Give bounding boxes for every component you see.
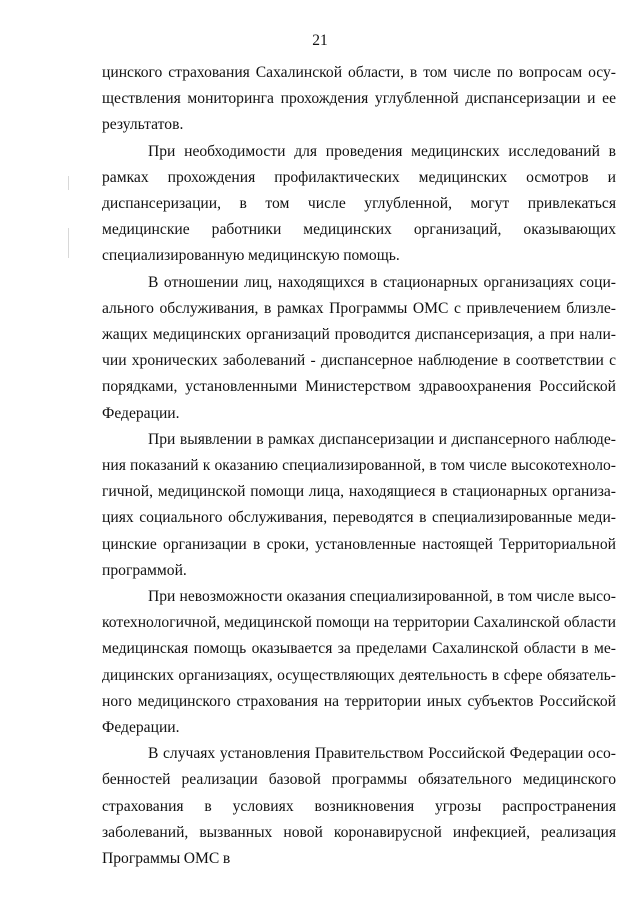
paragraph: При выявлении в рамках диспансеризации и диспансерного наблюдения показаний к оказанию специализированной, в том числе высокотехнологичной, медицинской помощи лица, находящиеся в стационарных организациях социального обслуживания, переводятся в специализированные медицинские организации в сроки, установленные настоящей Территориальной программой. (102, 430, 616, 579)
scan-margin-mark (68, 176, 69, 190)
paragraph: В отношении лиц, находящихся в стационарных организациях социального обслуживания, в рамках Программы ОМС с привлечением близлежащих медицинских организаций проводится диспансеризация, а при наличии хронических заболеваний - диспансерное наблюдение в соответствии с порядками, установленными Министерством здравоохранения Российской Федерации. (102, 273, 616, 422)
paragraph: В случаях установления Правительством Российской Федерации особенностей реализации базовой программы обязательного медицинского страхования в условиях возникновения угрозы распространения заболеваний, вызванных новой коронавирусной инфекцией, реализация Программы ОМС в (102, 745, 616, 868)
paragraph: При невозможности оказания специализированной, в том числе высокотехнологичной, медицинской помощи на территории Сахалинской области медицинская помощь оказывается за пределами Сахалинской области в медицинских организациях, осуществляющих деятельность в сфере обязательного медицинского страхования на территории иных субъектов Российской Федерации. (102, 588, 616, 737)
scan-margin-mark (68, 228, 69, 258)
document-body (102, 60, 616, 872)
page-number: 21 (312, 32, 328, 49)
paragraph: При необходимости для проведения медицинских исследований в рамках прохождения профилактических медицинских осмотров и диспансеризации, в том числе углубленной, могут привлекаться медицинские работники медицинских организаций, оказывающих специализированную медицинскую помощь. (102, 142, 616, 265)
paragraph-continuation: цинского страхования Сахалинской области, в том числе по вопросам осуществления мониторинга прохождения углубленной диспансеризации и ее результатов. (102, 64, 616, 134)
